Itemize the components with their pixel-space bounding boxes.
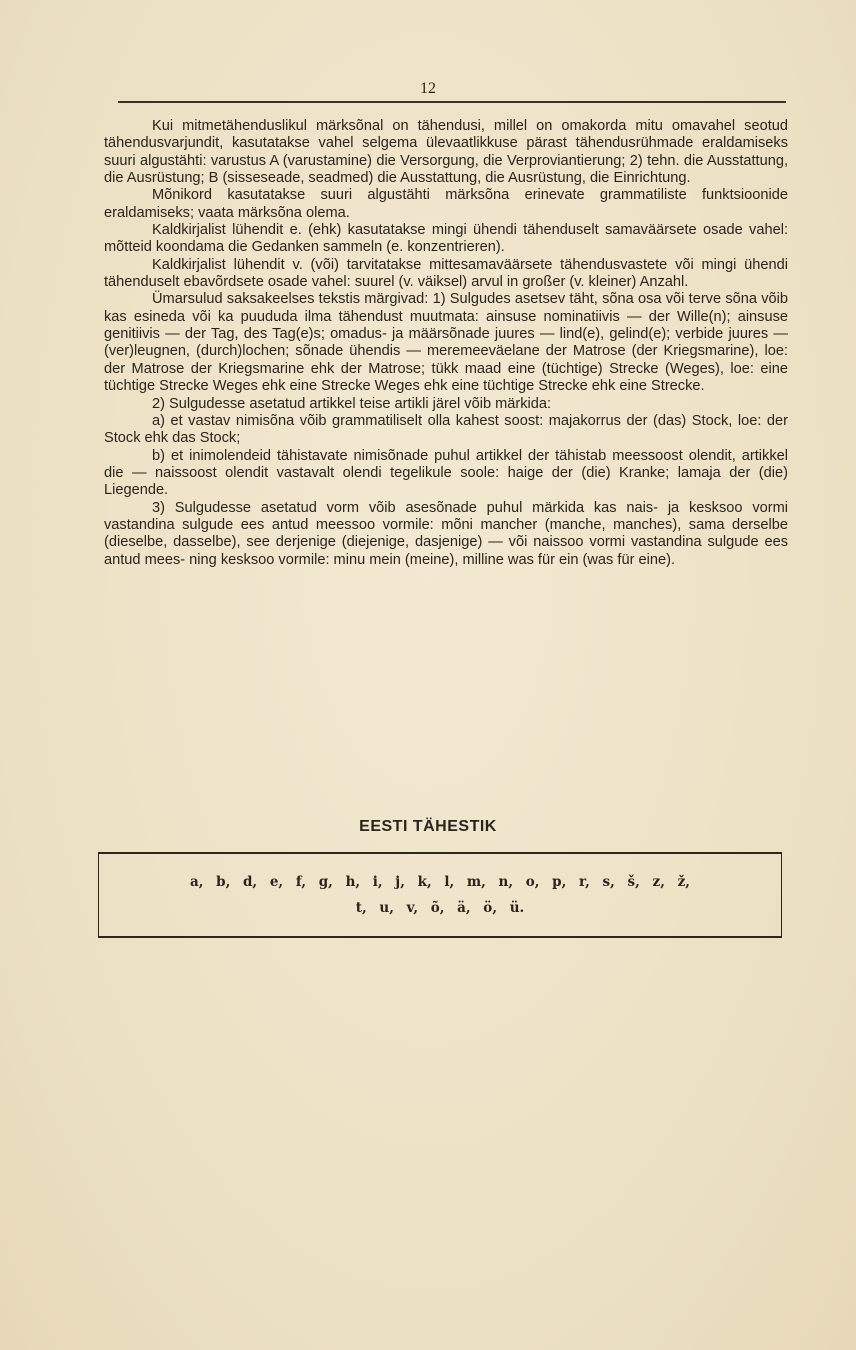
page-number: 12 <box>420 80 436 97</box>
alphabet-line-1: a, b, d, e, f, g, h, i, j, k, l, m, n, o, p, r, s, š, z, ž, <box>190 874 690 890</box>
header-rule <box>118 101 786 103</box>
alphabet-box <box>98 852 782 938</box>
paragraph-parentheses-rule-3: 3) Sulgudesse asetatud vorm võib asesõnade puhul märkida kas nais- ja kesksoo vormi vastandina sulgude ees antud meessoo vormile: mõni mancher (manche, manches), sama derselbe (dieselbe, dasselbe), see derjenige (diejenige, dasjenige) — või naissoo vormi vastandina sulgude ees antud mees- ning kesksoo vormile: minu mein (meine), milline was für ein (was für eine). <box>104 499 788 568</box>
paragraph-rule-2a: a) et vastav nimisõna võib grammatiliselt olla kahest soost: majakorrus der (das) Stock, loe: der Stock ehk das Stock; <box>104 412 788 447</box>
paragraph-ehk-abbreviation: Kaldkirjalist lühendit e. (ehk) kasutatakse mingi ühendi tähenduselt samaväärsete osade vahel: mõtteid koondama die Gedanken sammeln (e. konzentrieren). <box>104 222 788 256</box>
paragraph-parentheses-rule-1: Ümarsulud saksakeelses tekstis märgivad: 1) Sulgudes asetsev täht, sõna osa või terve sõna võib kas esineda või ka puududa ilma tähendust muutmata: ainsuse nominatiivis — der Wille(n); ainsuse genitiivis — der Tag, des Tag(e)s; omadus- ja määrsõnade juures — lind(e), gelind(e); verbide juures — (ver)leugnen, (durch)lochen; sõnade ühendis — meremeeväelane der Matrose (der Kriegsmarine), loe: der Matrose der Kriegsmarine ehk der Matrose; tükk maad eine (tüchtige) Strecke (Weges), loe: eine tüchtige Strecke Weges ehk eine Strecke Weges ehk eine tüchtige Strecke ehk eine Strecke. <box>104 291 788 395</box>
paragraph-voi-abbreviation: Kaldkirjalist lühendit v. (või) tarvitatakse mittesamaväärsete tähendusvastete või mingi ühendi tähenduselt ebavõrdsete osade vahel: suurel (v. väiksel) arvul in großer (v. kleiner) Anzahl. <box>104 256 788 291</box>
paragraph-parentheses-rule-2: 2) Sulgudesse asetatud artikkel teise artikli järel võib märkida: <box>152 395 552 412</box>
paragraph-rule-2b: b) et inimolendeid tähistavate nimisõnade puhul artikkel der tähistab meessoost olendit, artikkel die — naissoost olendit vastavalt olendi tegelikule soole: haige der (die) Kranke; lamaja der (die) Liegende. <box>104 447 788 499</box>
section-heading: EESTI TÄHESTIK <box>359 818 497 835</box>
body-text <box>104 118 788 569</box>
alphabet-line-2: t, u, v, õ, ä, ö, ü. <box>355 900 525 916</box>
paragraph-grammatical-functions: Mõnikord kasutatakse suuri algustähti märksõna erinevate grammatiliste funktsioonide eraldamiseks; vaata märksõna olema. <box>104 187 788 221</box>
paragraph-uppercase-letters: Kui mitmetähenduslikul märksõnal on tähendusi, millel on omakorda mitu omavahel seotud tähendusvarjundit, kasutatakse vahel selgema ülevaatlikkuse pärast tähendusrühmade eraldamiseks suuri algustähti: varustus A (varustamine) die Versorgung, die Verproviantierung; 2) tehn. die Ausstattung, die Ausrüstung; B (sisseseade, seadmed) die Ausstattung, die Ausrüstung, die Einrichtung. <box>104 118 788 187</box>
